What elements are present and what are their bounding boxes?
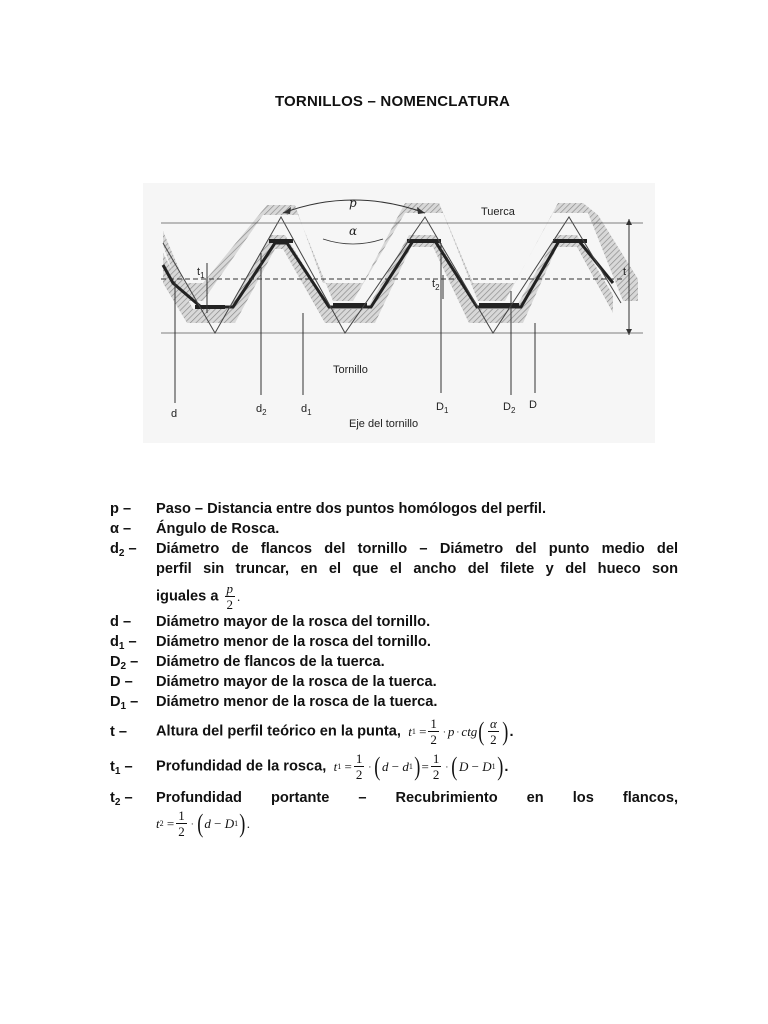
text-d: Diámetro mayor de la rosca del tornillo. bbox=[156, 614, 431, 630]
text-t2: Profundidad portante – Recubrimiento en los flancos, bbox=[156, 790, 678, 806]
text-alpha: Ángulo de Rosca. bbox=[156, 521, 280, 537]
label-D: D bbox=[529, 399, 537, 411]
symbol-p: p – bbox=[110, 501, 132, 517]
text-D: Diámetro mayor de la rosca de la tuerca. bbox=[156, 674, 437, 690]
text-d2-line1: Diámetro de flancos del tornillo – Diámetro del punto medio del bbox=[156, 541, 678, 557]
definition-d2 bbox=[110, 539, 678, 612]
definition-d1 bbox=[110, 632, 678, 652]
label-t: t bbox=[623, 266, 627, 278]
text-d2-line3: iguales a $\frac{p}{2}$ . bbox=[156, 581, 241, 612]
crest-bar bbox=[407, 239, 441, 243]
definition-D2 bbox=[110, 652, 678, 672]
definitions-list bbox=[110, 499, 678, 839]
label-tuerca: Tuerca bbox=[481, 206, 515, 218]
symbol-t2: $t_2$ – bbox=[110, 790, 133, 808]
label-eje: Eje del tornillo bbox=[349, 418, 419, 430]
angle-arc bbox=[323, 239, 383, 244]
thread-profile-figure bbox=[143, 183, 655, 443]
symbol-D1: $D_1$ – bbox=[110, 694, 139, 712]
crest-bar bbox=[479, 303, 519, 307]
text-t1: Profundidad de la rosca, bbox=[156, 758, 327, 775]
label-tornillo: Tornillo bbox=[333, 364, 368, 376]
definition-alpha bbox=[110, 519, 678, 539]
label-p: p bbox=[349, 196, 357, 210]
definition-d bbox=[110, 612, 678, 632]
text-t: Altura del perfil teórico en la punta, bbox=[156, 723, 401, 740]
label-t2: $t_2$ bbox=[432, 278, 440, 292]
definition-t bbox=[110, 716, 678, 747]
text-p: Paso – Distancia entre dos puntos homólogos del perfil. bbox=[156, 501, 547, 517]
label-d: d bbox=[171, 408, 178, 420]
symbol-alpha: α – bbox=[110, 521, 132, 537]
formula-t1: t 1 = $\frac{1}{2}$ · ( d − d 1 ) = $\frac{1}{2}$ · ( D − D 1 ) . bbox=[333, 751, 509, 782]
text-D1: Diámetro menor de la rosca de la tuerca. bbox=[156, 694, 438, 710]
crest-bar bbox=[553, 239, 587, 243]
definition-t1 bbox=[110, 751, 678, 782]
formula-t: t 1 = $\frac{1}{2}$ · p · ctg ( $\frac{\alpha}{2}$ ) . bbox=[408, 716, 514, 747]
label-t1: $t_1$ bbox=[197, 266, 205, 280]
definition-t2 bbox=[110, 788, 678, 839]
label-d2: $d_2$ bbox=[256, 403, 267, 417]
symbol-d2: $d_2$ – bbox=[110, 541, 137, 559]
definition-D bbox=[110, 672, 678, 692]
page-title: TORNILLOS – NOMENCLATURA bbox=[274, 93, 511, 110]
symbol-t1: $t_1$ – bbox=[110, 758, 133, 777]
definition-D1 bbox=[110, 692, 678, 712]
label-d1: $d_1$ bbox=[301, 403, 312, 417]
text-d2-line2: perfil sin truncar, en el que el ancho del filete y del hueco son bbox=[156, 561, 678, 577]
symbol-d1: $d_1$ – bbox=[110, 634, 137, 652]
text-d1: Diámetro menor de la rosca del tornillo. bbox=[156, 634, 431, 650]
definition-p bbox=[110, 499, 678, 519]
crest-bar bbox=[269, 239, 293, 243]
symbol-D: D – bbox=[110, 674, 133, 690]
symbol-d: d – bbox=[110, 614, 132, 630]
label-alpha: α bbox=[349, 224, 358, 238]
crest-bar bbox=[333, 303, 367, 307]
text-D2: Diámetro de flancos de la tuerca. bbox=[156, 654, 385, 670]
symbol-t: t – bbox=[110, 723, 128, 740]
formula-t2: t 2 = $\frac{1}{2}$ · ( d − D 1 ) . bbox=[156, 808, 251, 839]
label-D1: $D_1$ bbox=[436, 401, 449, 415]
symbol-D2: $D_2$ – bbox=[110, 654, 139, 672]
thread-profile-diagram bbox=[143, 183, 655, 443]
label-D2: $D_2$ bbox=[503, 401, 516, 415]
